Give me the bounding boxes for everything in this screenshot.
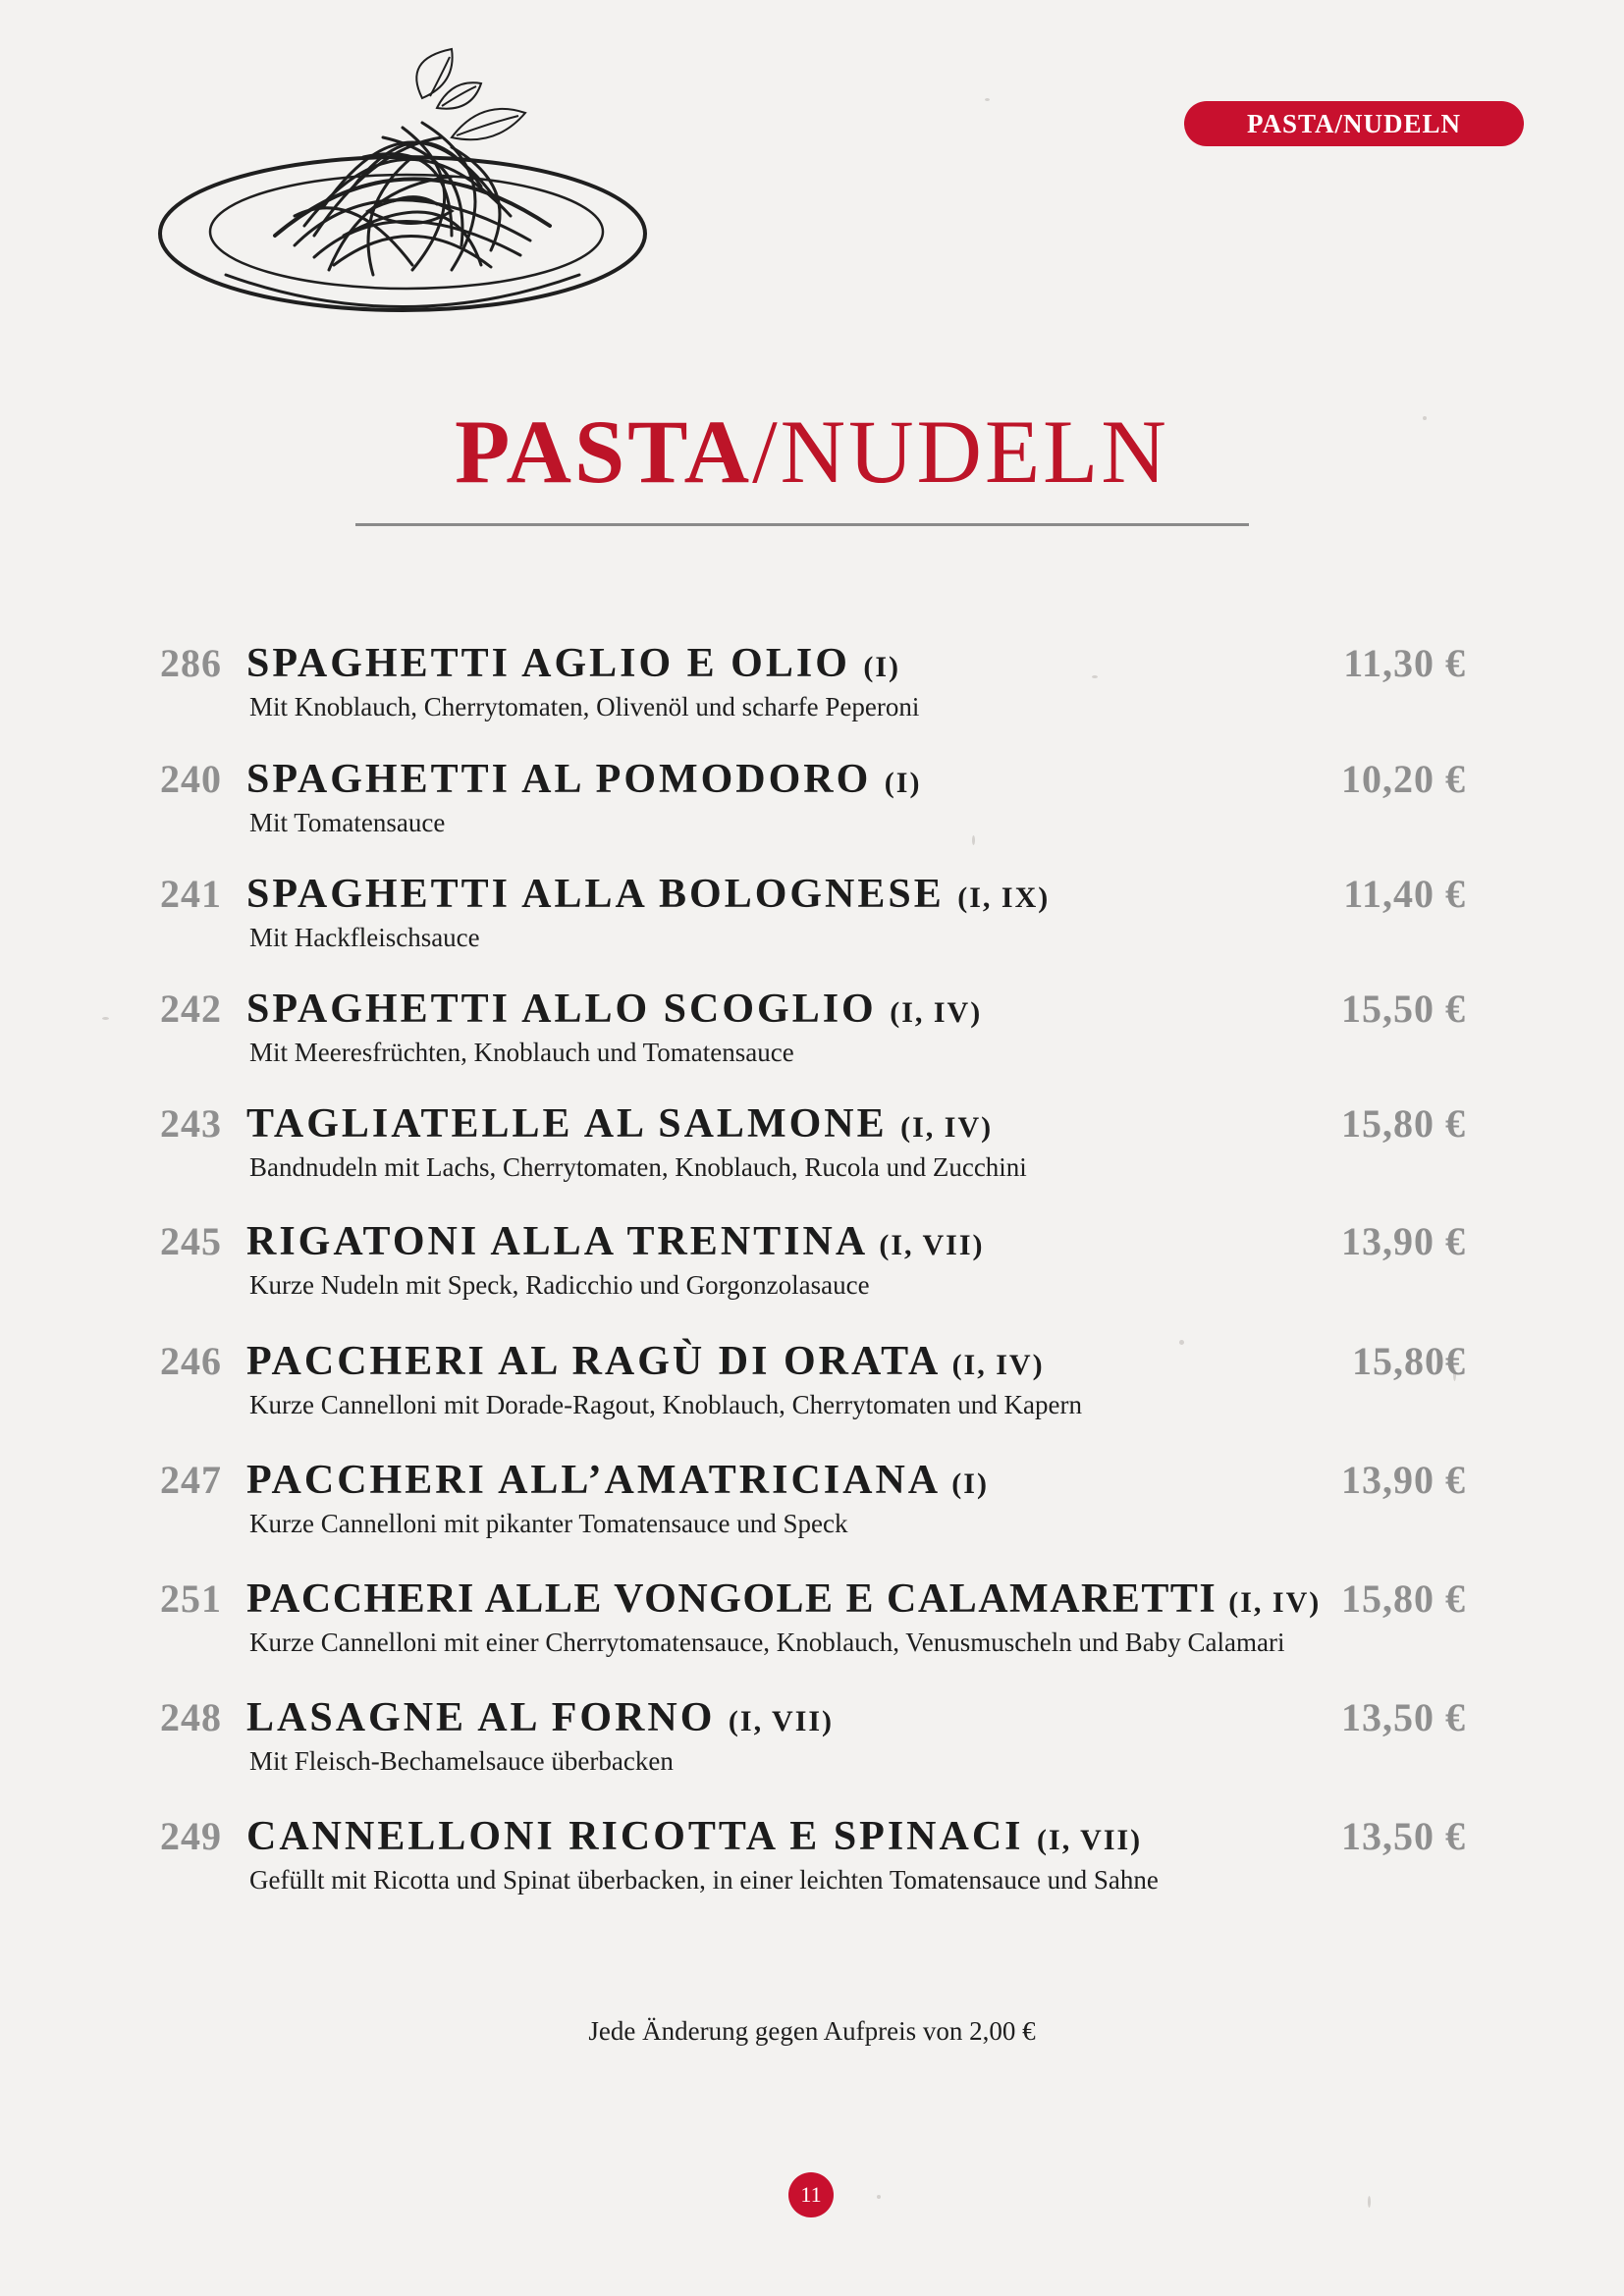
item-allergens: (I, VII) xyxy=(1037,1824,1143,1856)
item-description: Bandnudeln mit Lachs, Cherrytomaten, Knoblauch, Rucola und Zucchini xyxy=(249,1152,1027,1182)
section-tab-badge xyxy=(1184,101,1524,146)
item-price: 13,50 € xyxy=(1341,1695,1466,1739)
item-number: 245 xyxy=(160,1219,222,1263)
item-number: 246 xyxy=(160,1339,222,1383)
menu-item xyxy=(160,1216,1466,1324)
item-number: 249 xyxy=(160,1814,222,1858)
item-name: PACCHERI ALLE VONGOLE E CALAMARETTI xyxy=(246,1576,1218,1622)
item-name: PACCHERI AL RAGÙ DI ORATA xyxy=(246,1339,940,1384)
section-tab-label: PASTA/NUDELN xyxy=(1246,108,1462,138)
item-name: SPAGHETTI ALLO SCOGLIO xyxy=(246,987,877,1032)
item-name: RIGATONI ALLA TRENTINA xyxy=(246,1219,866,1264)
item-name-line xyxy=(246,1692,834,1747)
item-description: Mit Meeresfrüchten, Knoblauch und Tomatensauce xyxy=(249,1038,794,1067)
item-number: 243 xyxy=(160,1101,222,1146)
item-price: 13,90 € xyxy=(1341,1458,1466,1502)
item-number: 248 xyxy=(160,1695,222,1739)
item-name-line xyxy=(246,754,921,809)
item-number: 247 xyxy=(160,1458,222,1502)
menu-item xyxy=(160,1098,1466,1206)
item-price: 11,40 € xyxy=(1343,872,1466,916)
item-name-line xyxy=(246,638,900,693)
item-price: 15,80€ xyxy=(1352,1339,1466,1383)
menu-item xyxy=(160,1455,1466,1563)
item-description: Mit Fleisch-Bechamelsauce überbacken xyxy=(249,1746,674,1776)
paper-speck xyxy=(1368,2196,1371,2208)
page-title-part2: /NUDELN xyxy=(752,401,1169,502)
item-description: Kurze Cannelloni mit pikanter Tomatensauce und Speck xyxy=(249,1509,848,1538)
item-name: SPAGHETTI ALLA BOLOGNESE xyxy=(246,872,945,917)
paper-speck xyxy=(985,98,990,101)
item-description: Kurze Cannelloni mit einer Cherrytomatensauce, Knoblauch, Venusmuscheln und Baby Calamari xyxy=(249,1628,1285,1657)
item-allergens: (I, IV) xyxy=(890,996,983,1029)
title-divider xyxy=(355,523,1249,526)
item-name-line xyxy=(246,1811,1142,1866)
item-description: Gefüllt mit Ricotta und Spinat überbacken, in einer leichten Tomatensauce und Sahne xyxy=(249,1865,1159,1895)
item-price: 11,30 € xyxy=(1343,641,1466,685)
page-title-part1: PASTA xyxy=(455,401,753,502)
item-name: TAGLIATELLE AL SALMONE xyxy=(246,1101,888,1147)
paper-speck xyxy=(877,2195,881,2199)
item-allergens: (I, VII) xyxy=(879,1229,985,1261)
page-number-badge xyxy=(788,2172,834,2217)
menu-item xyxy=(160,984,1466,1092)
item-name-line xyxy=(246,1455,989,1510)
item-price: 13,50 € xyxy=(1341,1814,1466,1858)
item-name-line xyxy=(246,984,982,1039)
spaghetti-plate-icon xyxy=(157,39,658,344)
item-name-line xyxy=(246,869,1050,924)
item-name-line xyxy=(246,1216,985,1271)
item-allergens: (I) xyxy=(951,1468,989,1500)
item-number: 286 xyxy=(160,641,222,685)
page-number: 11 xyxy=(800,2182,822,2207)
item-allergens: (I, VII) xyxy=(728,1705,835,1737)
item-allergens: (I) xyxy=(863,651,901,683)
menu-item xyxy=(160,1692,1466,1800)
item-name: SPAGHETTI AGLIO E OLIO xyxy=(246,641,850,686)
item-number: 240 xyxy=(160,757,222,801)
item-number: 242 xyxy=(160,987,222,1031)
item-allergens: (I, IV) xyxy=(951,1349,1045,1381)
surcharge-note: Jede Änderung gegen Aufpreis von 2,00 € xyxy=(588,2016,1036,2046)
item-name: PACCHERI ALL’AMATRICIANA xyxy=(246,1458,939,1503)
item-description: Kurze Nudeln mit Speck, Radicchio und Gorgonzolasauce xyxy=(249,1270,870,1300)
item-description: Kurze Cannelloni mit Dorade-Ragout, Knoblauch, Cherrytomaten und Kapern xyxy=(249,1390,1083,1419)
menu-item xyxy=(160,1336,1466,1444)
item-description: Mit Hackfleischsauce xyxy=(249,923,480,952)
item-allergens: (I, IV) xyxy=(900,1111,994,1144)
item-name-line xyxy=(246,1574,1321,1629)
menu-item xyxy=(160,638,1466,746)
item-price: 15,50 € xyxy=(1341,987,1466,1031)
item-price: 15,80 € xyxy=(1341,1101,1466,1146)
menu-item xyxy=(160,1811,1466,1919)
item-number: 241 xyxy=(160,872,222,916)
menu-item xyxy=(160,869,1466,977)
item-name: SPAGHETTI AL POMODORO xyxy=(246,757,872,802)
item-allergens: (I, IV) xyxy=(1228,1586,1322,1619)
item-allergens: (I) xyxy=(884,767,922,799)
item-name-line xyxy=(246,1098,993,1153)
paper-speck xyxy=(102,1017,109,1020)
menu-item xyxy=(160,754,1466,862)
page-title xyxy=(0,402,1624,501)
item-name: CANNELLONI RICOTTA E SPINACI xyxy=(246,1814,1024,1859)
item-description: Mit Tomatensauce xyxy=(249,808,446,837)
menu-item xyxy=(160,1574,1466,1682)
item-price: 13,90 € xyxy=(1341,1219,1466,1263)
item-allergens: (I, IX) xyxy=(957,881,1051,914)
item-name: LASAGNE AL FORNO xyxy=(246,1695,716,1740)
item-number: 251 xyxy=(160,1576,222,1621)
item-price: 10,20 € xyxy=(1341,757,1466,801)
item-description: Mit Knoblauch, Cherrytomaten, Olivenöl und scharfe Peperoni xyxy=(249,692,920,721)
item-price: 15,80 € xyxy=(1341,1576,1466,1621)
item-name-line xyxy=(246,1336,1045,1391)
